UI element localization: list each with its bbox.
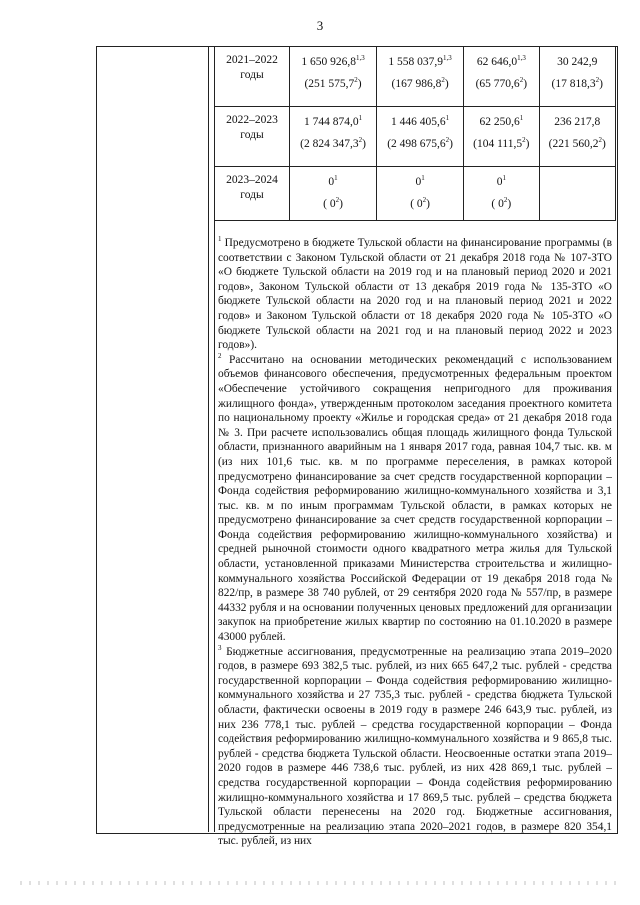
value-cell: 1 558 037,9$^{1,3}$ (167 986,8$^2$) [377, 47, 464, 107]
footnote-3: $^3$ Бюджетные ассигнования, предусмотренные на реализацию этапа 2019–2020 годов, в размере 693 382,5 тыс. рублей, из них 665 647,2 тыс. рублей - средства государственной корпорации – Фонда содействия реформированию жилищно-коммунального хозяйства и 27 735,3 тыс. рублей - средства бюджета Тульской области, фактически освоены в 2019 году в размере 246 643,9 тыс. рублей, из них 236 778,1 тыс. рублей – средства государственной корпорации – Фонда содействия реформированию жилищно-коммунального хозяйства и 9 865,8 тыс. рублей - средства бюджета Тульской области. Неосвоенные остатки этапа 2019–2020 годов в размере 446 738,6 тыс. рублей, из них 428 869,1 тыс. рублей – средства государственной корпорации – Фонда содействия реформированию жилищно-коммунального хозяйства и 17 869,5 тыс. рублей – средства бюджета Тульской области перенесены на 2020 год. Бюджетные ассигнования, предусмотренные на реализацию этапа 2020–2021 годов, в размере 820 354,1 тыс. рублей, из них [218, 643, 612, 848]
footnote-1: $^1$ Предусмотрено в бюджете Тульской области на финансирование программы (в соответствии с Законом Тульской области от 21 декабря 2018 года № 107-ЗТО «О бюджете Тульской области на 2019 год и на плановый период 2020 и 2021 годов», Законом Тульской области от 13 декабря 2019 года № 135-ЗТО «О бюджете Тульской области на 2020 год и на плановый период 2021 и 2022 годов» и Законом Тульской области от 18 декабря 2020 года № 105-ЗТО «О бюджете Тульской области на 2021 год и на плановый период 2022 и 2023 годов»). [218, 235, 612, 352]
footnotes [218, 236, 612, 849]
value-cell: 1 650 926,8$^{1,3}$ (251 575,7$^2$) [290, 47, 377, 107]
value-cell: 1 446 405,6$^1$ (2 498 675,6$^2$) [377, 107, 464, 167]
table-row [215, 107, 616, 167]
value-cell: 30 242,9 (17 818,3$^2$) [539, 47, 615, 107]
value-cell: 62 250,6$^1$ (104 111,5$^2$) [464, 107, 539, 167]
value-cell: 236 217,8 (221 560,2$^2$) [539, 107, 615, 167]
footnote-2: $^2$ Рассчитано на основании методических рекомендаций с использованием объемов финансового обеспечения, предусмотренных федеральным проектом «Обеспечение устойчивого сокращения непригодного для проживания жилищного фонда», утвержденным протоколом заседания проектного комитета по национальному проекту «Жилье и городская среда» от 21 декабря 2018 года № 3. При расчете использовались общая площадь жилищного фонда Тульской области, признанного аварийным на 1 января 2017 года, равная 104,7 тыс. кв. м (из них 101,6 тыс. кв. м по программе переселения, в рамках которой предусмотрено финансирование за счет средств государственной корпорации – Фонда содействия реформированию жилищно-коммунального хозяйства и 3,1 тыс. кв. м по иным программам Тульской области, в рамках которых не предусмотрено финансирование за счет средств государственной корпорации – Фонда содействия реформированию жилищно-коммунального хозяйства) и средней рыночной стоимости одного квадратного метра жилья для Тульской области, установленной приказами Министерства строительства и жилищно-коммунального хозяйства Российской Федерации от 19 декабря 2018 года № 822/пр, в размере 38 740 рублей, от 29 сентября 2020 года № 557/пр, в размере 44332 рубля и на основании полученных ценовых предложений для организации закупок на приобретение жилых квартир по состоянию на 01.10.2020 в размере 43000 рублей. [218, 351, 612, 644]
value-cell: $0^1$ ( $0^2$) [377, 167, 464, 221]
year-cell: 2021–2022 годы [215, 47, 290, 107]
value-cell [539, 167, 615, 221]
year-cell: 2022–2023 годы [215, 107, 290, 167]
financing-table [214, 46, 616, 221]
table-row [215, 167, 616, 221]
scan-artifact [20, 881, 620, 885]
value-cell: 62 646,0$^{1,3}$ (65 770,6$^2$) [464, 47, 539, 107]
left-empty-column [96, 46, 209, 832]
table-row [215, 47, 616, 107]
year-cell: 2023–2024 годы [215, 167, 290, 221]
value-cell: $0^1$ ( $0^2$) [464, 167, 539, 221]
page-number: 3 [316, 18, 324, 33]
value-cell: $0^1$ ( $0^2$) [290, 167, 377, 221]
value-cell: 1 744 874,0$^1$ (2 824 347,3$^2$) [290, 107, 377, 167]
